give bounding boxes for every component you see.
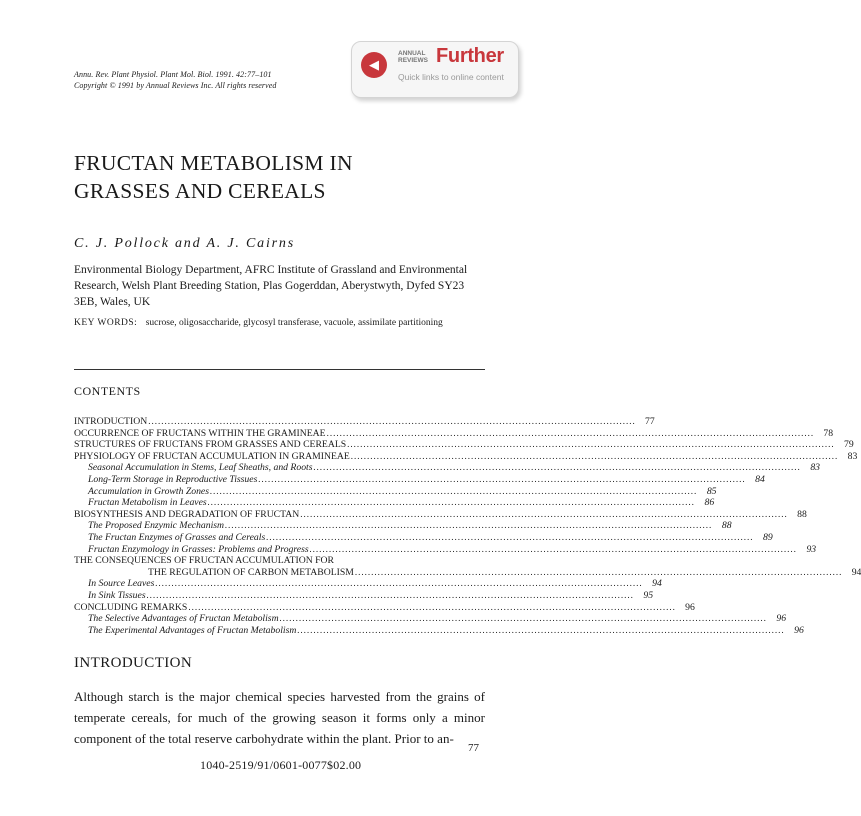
- play-arrow-icon: ◀: [361, 52, 387, 78]
- price-code: 1040-2519/91/0601-0077$02.00: [200, 758, 362, 772]
- toc-entry-title: STRUCTURES OF FRUCTANS FROM GRASSES AND CEREALS: [74, 439, 347, 451]
- keywords: [74, 318, 443, 328]
- toc-subentry[interactable]: In Sink Tissues ...................................................................................................................................................... 95: [88, 589, 654, 601]
- citation-line-2: Copyright © 1991 by Annual Reviews Inc. All rights reserved: [74, 81, 277, 90]
- toc-entry-title: In Sink Tissues: [88, 589, 146, 601]
- toc-entry-page: 94: [851, 566, 861, 578]
- toc-subentry[interactable]: Fructan Enzymology in Grasses: Problems and Progress ...................................................................................................................................................... 93: [88, 543, 817, 555]
- toc-entry[interactable]: CONCLUDING REMARKS ...................................................................................................................................................... 96: [74, 601, 695, 613]
- toc-entry-page: 96: [776, 613, 787, 625]
- toc-subentry[interactable]: The Fructan Enzymes of Grasses and Cereals ...................................................................................................................................................... 89: [88, 531, 773, 543]
- toc-entry-page: 88: [797, 508, 807, 520]
- further-badge[interactable]: [351, 41, 519, 98]
- toc-entry-title: Fructan Enzymology in Grasses: Problems and Progress: [88, 543, 309, 555]
- toc-entry-page: 95: [643, 589, 654, 601]
- toc-entry-title: The Selective Advantages of Fructan Metabolism: [88, 613, 279, 625]
- toc-entry-page: 78: [823, 427, 834, 439]
- contents-heading: CONTENTS: [74, 384, 141, 398]
- toc-entry-title: The Fructan Enzymes of Grasses and Cereals: [88, 531, 266, 543]
- toc-entry-title: The Proposed Enzymic Mechanism: [88, 520, 225, 532]
- title-line-1: FRUCTAN METABOLISM IN: [74, 151, 353, 175]
- toc-entry[interactable]: [74, 555, 486, 567]
- keywords-text: sucrose, oligosaccharide, glycosyl transferase, vacuole, assimilate partitioning: [145, 318, 443, 328]
- toc-entry-page: 77: [645, 416, 655, 427]
- toc-entry-page: 96: [685, 601, 695, 613]
- toc-entry-page: 79: [843, 439, 854, 451]
- toc-entry-page: 93: [806, 543, 817, 555]
- introduction-paragraph: Although starch is the major chemical species harvested from the grains of temperate cereals, for much of the growing season it forms only a minor component of the total reserve carbohydrate within the plant. Prior to an-: [74, 689, 485, 746]
- annual-reviews-logo: ANNUAL REVIEWS: [398, 50, 428, 64]
- keywords-label: KEY WORDS:: [74, 318, 138, 328]
- toc-entry-page: 94: [652, 578, 662, 590]
- affiliation: Environmental Biology Department, AFRC Institute of Grassland and Environmental Research, Welsh Plant Breeding Station, Plas Gogerddan, Aberystwyth, Dyfed SY23 3EB, Wales, UK: [74, 264, 468, 308]
- divider: [74, 369, 485, 370]
- toc-entry-continuation[interactable]: THE REGULATION OF CARBON METABOLISM ...................................................................................................................................................... 94: [148, 566, 861, 578]
- toc-entry-page: 83: [810, 462, 821, 474]
- title-line-2: GRASSES AND CEREALS: [74, 179, 326, 203]
- toc-entry-title: Fructan Metabolism in Leaves: [88, 497, 207, 509]
- toc-entry-title: THE CONSEQUENCES OF FRUCTAN ACCUMULATION FOR: [74, 555, 335, 567]
- toc-entry[interactable]: STRUCTURES OF FRUCTANS FROM GRASSES AND CEREALS ...................................................................................................................................................... 79: [74, 439, 854, 451]
- toc-entry-page: 86: [704, 497, 715, 509]
- further-label: Further: [436, 45, 504, 67]
- citation-line-1: Annu. Rev. Plant Physiol. Plant Mol. Biol. 1991. 42:77–101: [74, 70, 272, 79]
- section-heading-introduction: INTRODUCTION: [74, 655, 193, 671]
- toc-entry[interactable]: PHYSIOLOGY OF FRUCTAN ACCUMULATION IN GRAMINEAE ...................................................................................................................................................... 83: [74, 450, 858, 462]
- journal-citation: [74, 69, 276, 91]
- toc-entry-page: 96: [794, 624, 804, 636]
- toc-subentry[interactable]: The Proposed Enzymic Mechanism ...................................................................................................................................................... 88: [88, 520, 732, 532]
- toc-entry-title: INTRODUCTION: [74, 416, 148, 427]
- toc-entry-page: 88: [721, 520, 732, 532]
- toc-entry-title: Accumulation in Growth Zones: [88, 485, 209, 497]
- toc-entry-page: 85: [706, 485, 717, 497]
- toc-entry-title: BIOSYNTHESIS AND DEGRADATION OF FRUCTAN: [74, 508, 300, 520]
- toc-subentry[interactable]: Fructan Metabolism in Leaves ...................................................................................................................................................... 86: [88, 497, 715, 509]
- toc-entry[interactable]: OCCURRENCE OF FRUCTANS WITHIN THE GRAMINEAE ...................................................................................................................................................... 78: [74, 427, 834, 439]
- article-title: [74, 149, 353, 205]
- toc-entry-title: The Experimental Advantages of Fructan Metabolism: [88, 624, 297, 636]
- toc-entry[interactable]: BIOSYNTHESIS AND DEGRADATION OF FRUCTAN ...................................................................................................................................................... 88: [74, 508, 807, 520]
- toc-entry-title: In Source Leaves: [88, 578, 155, 590]
- toc-entry-title: Long-Term Storage in Reproductive Tissues: [88, 473, 258, 485]
- table-of-contents: [74, 416, 861, 636]
- toc-entry-page: 89: [763, 531, 773, 543]
- authors: C. J. Pollock and A. J. Cairns: [74, 236, 295, 251]
- toc-entry-title: OCCURRENCE OF FRUCTANS WITHIN THE GRAMINEAE: [74, 427, 326, 439]
- toc-entry-page: 84: [755, 473, 765, 485]
- toc-subentry[interactable]: Seasonal Accumulation in Stems, Leaf Sheaths, and Roots ...................................................................................................................................................... 83: [88, 462, 821, 474]
- toc-entry-title: Seasonal Accumulation in Stems, Leaf Sheaths, and Roots: [88, 462, 313, 474]
- toc-entry-title: CONCLUDING REMARKS: [74, 601, 188, 613]
- toc-entry-title: THE REGULATION OF CARBON METABOLISM: [148, 566, 354, 578]
- toc-entry-title: PHYSIOLOGY OF FRUCTAN ACCUMULATION IN GRAMINEAE: [74, 450, 350, 462]
- toc-subentry[interactable]: The Selective Advantages of Fructan Metabolism ...................................................................................................................................................... 96: [88, 613, 787, 625]
- page-number: 77: [468, 742, 479, 754]
- toc-subentry[interactable]: The Experimental Advantages of Fructan Metabolism ...................................................................................................................................................... 96: [88, 624, 804, 636]
- toc-subentry[interactable]: Long-Term Storage in Reproductive Tissues ...................................................................................................................................................... 84: [88, 473, 765, 485]
- toc-subentry[interactable]: Accumulation in Growth Zones ...................................................................................................................................................... 85: [88, 485, 717, 497]
- toc-subentry[interactable]: In Source Leaves ...................................................................................................................................................... 94: [88, 578, 662, 590]
- further-subtitle: Quick links to online content: [398, 72, 504, 82]
- toc-entry[interactable]: INTRODUCTION ...................................................................................................................................................... 77: [74, 416, 655, 427]
- toc-entry-page: 83: [847, 450, 858, 462]
